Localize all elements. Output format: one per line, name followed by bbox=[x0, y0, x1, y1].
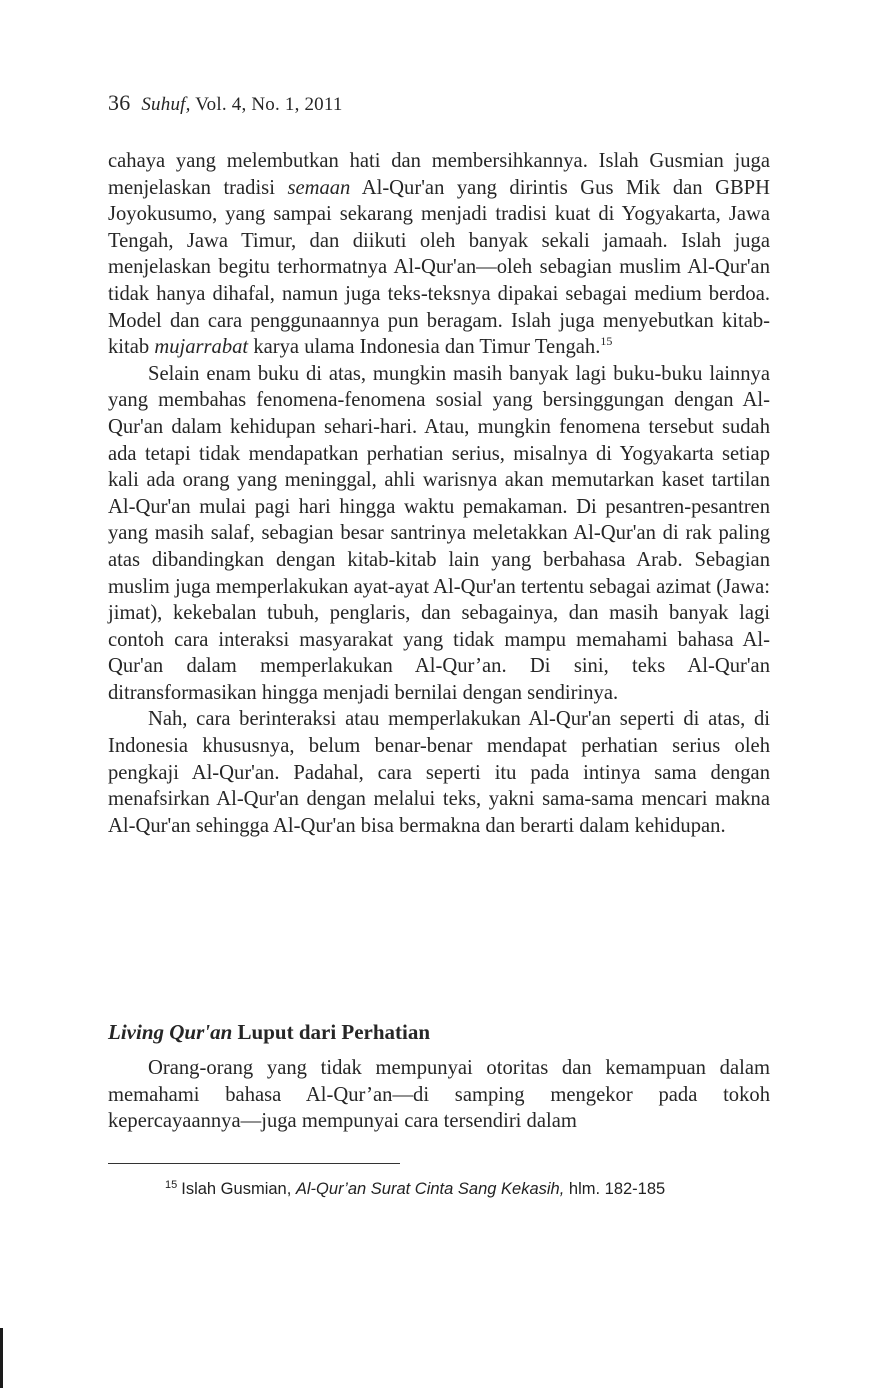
page-number: 36 bbox=[108, 90, 131, 115]
footnote-15 bbox=[165, 1180, 665, 1199]
section-heading bbox=[108, 1020, 430, 1045]
journal-volume: Vol. 4, No. 1, 2011 bbox=[195, 94, 343, 115]
footnote-reference[interactable]: 15 bbox=[600, 334, 613, 349]
section-heading-italic: Living Qur'an bbox=[108, 1020, 233, 1044]
section-heading-rest: Luput dari Perhatian bbox=[232, 1020, 431, 1044]
scan-edge-mark bbox=[0, 1328, 3, 1388]
paragraph-2: Selain enam buku di atas, mungkin masih banyak lagi buku-buku lainnya yang membahas fenomena-fenomena sosial yang bersinggungan dengan Al-Qur'an dalam kehidupan sehari-hari. Atau, mungkin fenomena tersebut sudah ada tetapi tidak mendapatkan perhatian serius, misalnya di Yogyakarta setiap kali ada orang yang meninggal, ahli warisnya akan memutarkan kaset tartilan Al-Qur'an mulai pagi hari hingga waktu pemakaman. Di pesantren-pesantren yang masih salaf, sebagian besar santrinya meletakkan Al-Qur'an di rak paling atas dibandingkan dengan kitab-kitab lain yang berbahasa Arab. Sebagian muslim juga memperlakukan ayat-ayat Al-Qur'an tertentu sebagai azimat (Jawa: jimat), kekebalan tubuh, penglaris, dan sebagainya, dan masih banyak lagi contoh cara interaksi masyarakat yang tidak mampu memahami bahasa Al-Qur'an dalam memperlakukan Al-Qur’an. Di sini, teks Al-Qur'an ditransformasikan hingga menjadi bernilai dengan sendirinya. bbox=[108, 362, 770, 704]
paragraph-1 bbox=[108, 148, 770, 361]
section-text bbox=[108, 1055, 770, 1135]
journal-name: Suhuf, bbox=[141, 94, 191, 115]
term-semaan: semaan bbox=[287, 176, 351, 199]
footnote-divider bbox=[108, 1163, 400, 1164]
footnote-pages: hlm. 182-185 bbox=[564, 1180, 666, 1198]
paragraph-3: Nah, cara berinteraksi atau memperlakukan Al-Qur'an seperti di atas, di Indonesia khususnya, belum benar-benar mendapat perhatian serius oleh pengkaji Al-Qur'an. Padahal, cara seperti itu pada intinya sama dengan menafsirkan Al-Qur'an dengan melalui teks, yakni sama-sama mencari makna Al-Qur'an sehingga Al-Qur'an bisa bermakna dan berarti dalam kehidupan. bbox=[108, 708, 770, 837]
footnote-title: Al-Qur’an Surat Cinta Sang Kekasih, bbox=[295, 1180, 565, 1198]
section-paragraph-1: Orang-orang yang tidak mempunyai otoritas dan kemampuan dalam memahami bahasa Al-Qur’an—di samping mengekor pada tokoh kepercayaannya—juga mempunyai cara tersendiri dalam bbox=[108, 1057, 770, 1133]
footnote-author: Islah Gusmian, bbox=[181, 1180, 296, 1198]
footnote-number: 15 bbox=[165, 1178, 178, 1191]
paragraph-1-part-e: karya ulama Indonesia dan Timur Tengah. bbox=[248, 336, 601, 359]
term-mujarrabat: mujarrabat bbox=[154, 336, 249, 359]
paragraph-1-part-a: cahaya yang melembutkan hati dan membersihkannya. Islah Gusmian juga menjelaskan tradisi bbox=[108, 150, 770, 199]
paragraph-1-part-c: Al-Qur'an yang dirintis Gus Mik dan GBPH Joyokusumo, yang sampai sekarang menjadi tradisi kuat di Yogyakarta, Jawa Tengah, Jawa Timur, dan diikuti oleh banyak sekali jamaah. Islah juga menjelaskan begitu terhormatnya Al-Qur'an—oleh sebagian muslim Al-Qur'an tidak hanya dihafal, namun juga teks-teksnya dipakai sebagai medium berdoa. Model dan cara penggunaannya pun beragam. Islah juga menyebutkan kitab-kitab bbox=[108, 176, 771, 359]
main-text bbox=[108, 148, 770, 839]
running-header bbox=[108, 90, 343, 116]
